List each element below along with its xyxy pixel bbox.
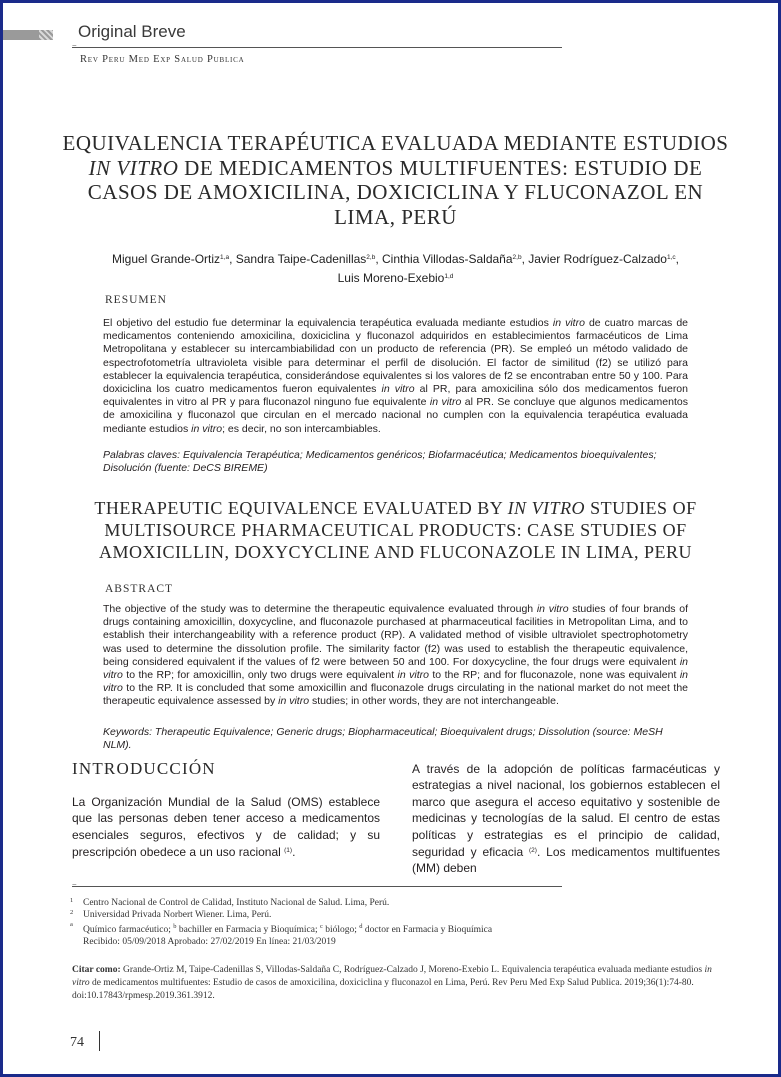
intro-left-column: La Organización Mundial de la Salud (OMS) establece que las personas deben tener acceso a medicamentos esenciales seguros, efectivos y de calidad; y su prescripción obedece a un uso racional $^{(1)}$.: [72, 795, 380, 860]
abstract-text: The objective of the study was to determine the therapeutic equivalence evaluated through in vitro studies of four brands of drugs containing amoxicillin, doxycycline, and fluconazole purchased at pharmaceutical facilities in Metropolitan Lima, and to establish their interchangeability with a reference product (RP). A validated method of visible ultraviolet spectrophotometry was used to determine the dissolution profile. The similarity factor (f2) was used to establish the therapeutic equivalence, being considered equivalent if the values of f2 were between 50 and 100. For doxycycline, the four drugs were equivalent in vitro to the RP; for amoxicillin, only two drugs were equivalent in vitro to the RP; and for fluconazole, none was equivalent in vitro to the RP. It is concluded that some amoxicillin and fluconazole drugs circulating in the national market do not meet the therapeutic equivalence assessed by in vitro studies; in other words, they are not interchangeable.: [103, 603, 688, 708]
title-es-line4: LIMA, PERÚ: [334, 204, 457, 229]
abstract-heading: ABSTRACT: [105, 583, 174, 595]
page-number-divider: [99, 1031, 100, 1051]
footnote-rule: [72, 886, 562, 887]
author: Miguel Grande-Ortiz$^{1,a}$,: [111, 252, 236, 266]
header-rule: [72, 47, 562, 48]
section-label: Original Breve: [78, 22, 186, 41]
footnote-3: a Químico farmacéutico; $^b$ bachiller en Farmacia y Bioquímica; $^c$ biólogo; $^d$ doctor en Farmacia y Bioquímica: [70, 921, 493, 936]
intro-right-column: A través de la adopción de políticas farmacéuticas y estrategias a nivel nacional, los gobiernos establecen el marco que asegura el acceso equitativo y sostenible de medicinas y tecnologías de la salud. El centro de estas políticas y estrategias es el principio de calidad, seguridad y eficacia $^{(2)}$. Los medicamentos multifuentes (MM) deben: [412, 762, 720, 876]
page-number: 74: [70, 1035, 84, 1050]
title-es-line1: EQUIVALENCIA TERAPÉUTICA EVALUADA MEDIANTE ESTUDIOS: [62, 131, 729, 155]
title-spanish: [60, 131, 731, 229]
footnotes: [70, 897, 492, 948]
citation: Citar como: Grande-Ortiz M, Taipe-Cadenillas S, Villodas-Saldaña C, Rodríguez-Calzado J, Moreno-Exebio L. Equivalencia terapéutica evaluada mediante estudios in vitro de medicamentos multifuentes: Estudio de casos de amoxicilina, doxiciclina y fluconazol en Lima, Perú. Rev Peru Med Exp Salud Publica. 2019;36(1):74-80. doi:10.17843/rpmesp.2019.361.3912.: [72, 965, 712, 1001]
author: Cinthia Villodas-Saldaña$^{2,b}$,: [382, 252, 529, 266]
journal-name: Rev Peru Med Exp Salud Publica: [80, 54, 245, 65]
abstract-keywords: Keywords: Therapeutic Equivalence; Generic drugs; Biopharmaceutical; Bioequivalent drugs; Dissolution (source: MeSH NLM).: [103, 726, 663, 751]
resumen-heading: RESUMEN: [105, 294, 167, 306]
title-en-line2: MULTISOURCE PHARMACEUTICAL PRODUCTS: CASE STUDIES OF: [104, 520, 687, 540]
title-es-line2: [60, 156, 731, 181]
title-es-line3: CASOS DE AMOXICILINA, DOXICICLINA Y FLUCONAZOL EN: [87, 180, 704, 204]
title-en-line3: AMOXICILLIN, DOXYCYCLINE AND FLUCONAZOLE IN LIMA, PERU: [99, 542, 692, 562]
author: Sandra Taipe-Cadenillas$^{2,b}$,: [235, 252, 382, 266]
intro-heading: INTRODUCCIÓN: [72, 759, 216, 778]
author: Luis Moreno-Exebio$^{1,d}$: [337, 271, 454, 285]
title-english: [70, 497, 721, 563]
title-es-line2-rest: DE MEDICAMENTOS MULTIFUENTES: ESTUDIO DE: [178, 155, 703, 180]
author: Javier Rodríguez-Calzado$^{1,c}$,: [528, 252, 679, 266]
resumen-text: El objetivo del estudio fue determinar la equivalencia terapéutica evaluada mediante estudios in vitro de cuatro marcas de medicamentos conteniendo amoxicilina, doxiciclina y fluconazol adquiridos en establecimientos farmacéuticos de Lima Metropolitana y establecer su intercambiabilidad con un producto de referencia (PR). Se empleó un método validado de espectrofotometría ultravioleta visible para determinar el perfil de disolución. El factor de similitud (f2) se utilizó para establecer la equivalencia terapéutica, considerándose equivalentes si los valores de f2 se encontraban entre 50 y 100. Para doxiciclina los cuatro medicamentos fueron equivalentes in vitro al PR, para amoxicilina sólo dos medicamentos fueron equivalentes in vitro al PR y para fluconazol ninguno fue equivalente in vitro al PR. Se concluye que algunos medicamentos de amoxicilina y fluconazol que circulan en el mercado nacional no cumplen con la equivalencia terapéutica evaluada mediante estudios in vitro; es decir, no son intercambiables.: [103, 317, 688, 435]
footnote-1: 1 Centro Nacional de Control de Calidad, Instituto Nacional de Salud. Lima, Perú.: [70, 897, 390, 908]
resumen-keywords: Palabras claves: Equivalencia Terapéutica; Medicamentos genéricos; Biofarmacéutica; Medicamentos bioequivalentes; Disolución (fuente: DeCS BIREME): [103, 449, 657, 474]
title-es-italic: IN VITRO: [88, 155, 179, 180]
footnote-2: 2 Universidad Privada Norbert Wiener. Lima, Perú.: [70, 909, 272, 920]
received-dates: Recibido: 05/09/2018 Aprobado: 27/02/2019 En línea: 21/03/2019: [83, 937, 336, 948]
authors: [70, 249, 721, 287]
title-en-line1: THERAPEUTIC EQUIVALENCE EVALUATED BY IN VITRO STUDIES OF: [94, 498, 697, 518]
section-tab-bar: [3, 30, 53, 40]
